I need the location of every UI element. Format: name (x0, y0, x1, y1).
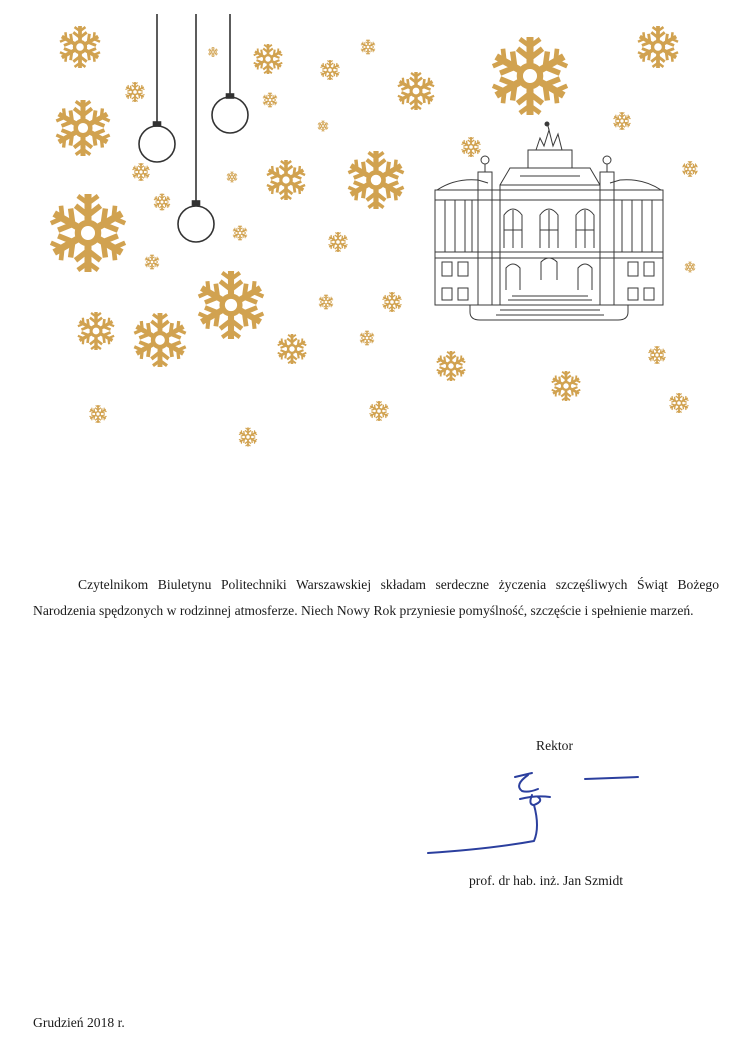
snowflake-icon (125, 82, 146, 102)
snowflake-icon (132, 163, 150, 181)
snowflake-icon (369, 401, 390, 421)
snowflake-icon (144, 255, 159, 270)
snowflake-icon (54, 100, 111, 156)
snowflake-icon (77, 312, 116, 350)
snowflake-icon (318, 295, 333, 310)
snowflake-icon (461, 137, 482, 157)
snowflake-icon (613, 112, 631, 130)
handwritten-signature (420, 765, 650, 860)
snowflake-icon (265, 160, 306, 200)
snowflake-icon (359, 331, 374, 346)
snowflake-icon (346, 151, 406, 209)
snowflakes (48, 26, 698, 447)
snowflake-icon (382, 292, 403, 312)
snowflake-icon (317, 121, 328, 132)
letter-date: Grudzień 2018 r. (33, 1015, 125, 1030)
snowflake-icon (262, 93, 277, 108)
snowflake-icon (436, 351, 467, 381)
building-illustration (435, 122, 663, 320)
snowflake-icon (89, 405, 107, 423)
snowflake-icon (551, 371, 582, 401)
snowflake-icon (48, 194, 128, 272)
snowflake-icon (232, 226, 247, 241)
snowflake-icon (490, 37, 570, 115)
ornaments (139, 14, 248, 242)
snowflake-icon (132, 313, 187, 367)
snowflake-icon (682, 161, 698, 177)
snowflake-icon (669, 393, 690, 413)
snowflake-icon (328, 232, 349, 252)
snowflake-icon (253, 44, 284, 74)
snowflake-icon (196, 271, 266, 339)
snowflake-icon (360, 40, 375, 55)
snowflake-icon (684, 262, 695, 273)
greeting-text: Czytelnikom Biuletynu Politechniki Warszawskiej składam serdeczne życzenia szczęśliwych Świąt Bożego Narodzenia spędzonych w rodzinnej atmosferze. Niech Nowy Rok przyniesie pomyślność, szczęście i spełnienie marzeń. (33, 577, 719, 618)
christmas-decoration (0, 0, 749, 460)
snowflake-icon (277, 334, 308, 364)
snowflake-icon (648, 346, 666, 364)
snowflake-icon (397, 72, 436, 110)
snowflake-icon (153, 194, 170, 211)
snowflake-icon (320, 60, 341, 80)
snowflake-icon (226, 172, 237, 183)
signatory-role: Rektor (536, 738, 573, 753)
snowflake-icon (636, 26, 679, 68)
snowflake-icon (58, 26, 101, 68)
signatory-name: prof. dr hab. inż. Jan Szmidt (469, 873, 624, 888)
snowflake-icon (238, 428, 257, 447)
snowflake-icon (208, 47, 218, 57)
